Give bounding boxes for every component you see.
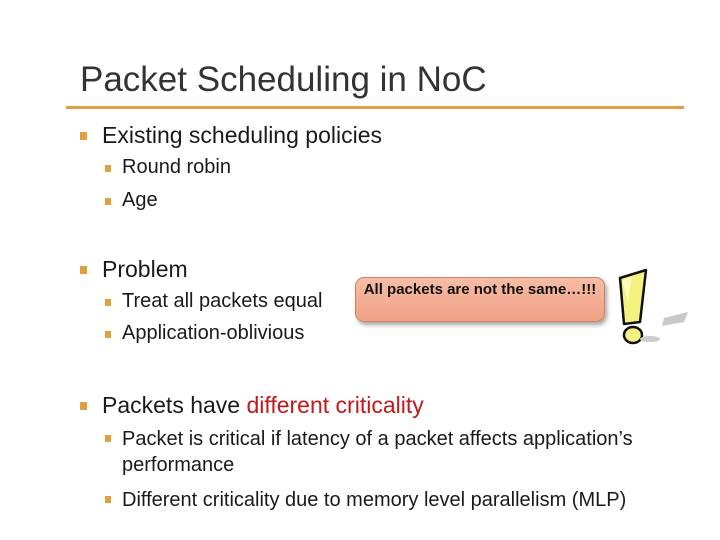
sub-bullet-age: Age — [122, 189, 158, 212]
bullet-marker — [80, 132, 87, 140]
bullet-marker — [105, 435, 111, 442]
sub-bullet-mlp: Different criticality due to memory level parallelism (MLP) — [122, 487, 667, 513]
bullet-marker — [80, 266, 87, 274]
bullet-criticality: Packets have different criticality — [102, 392, 424, 419]
bullet-marker — [105, 165, 111, 172]
sub-bullet-oblivious: Application-oblivious — [122, 322, 304, 345]
bullet-marker — [105, 299, 111, 306]
bullet-marker — [105, 496, 111, 503]
title-underline — [66, 106, 684, 109]
bullet-marker — [80, 402, 87, 410]
callout-text: All packets are not the same…!!! — [363, 281, 597, 298]
bullet-marker — [105, 198, 111, 205]
exclamation-icon — [610, 262, 690, 347]
sub-bullet-round-robin: Round robin — [122, 156, 231, 179]
bullet-existing-policies: Existing scheduling policies — [102, 122, 382, 149]
sub-bullet-critical-definition: Packet is critical if latency of a packet affects application’s performance — [122, 426, 667, 478]
callout-box — [355, 277, 605, 322]
slide-title: Packet Scheduling in NoC — [80, 60, 487, 99]
bullet-problem: Problem — [102, 256, 188, 283]
highlight-text: different criticality — [246, 392, 424, 418]
bullet-marker — [105, 331, 111, 338]
sub-bullet-treat-equal: Treat all packets equal — [122, 290, 322, 313]
